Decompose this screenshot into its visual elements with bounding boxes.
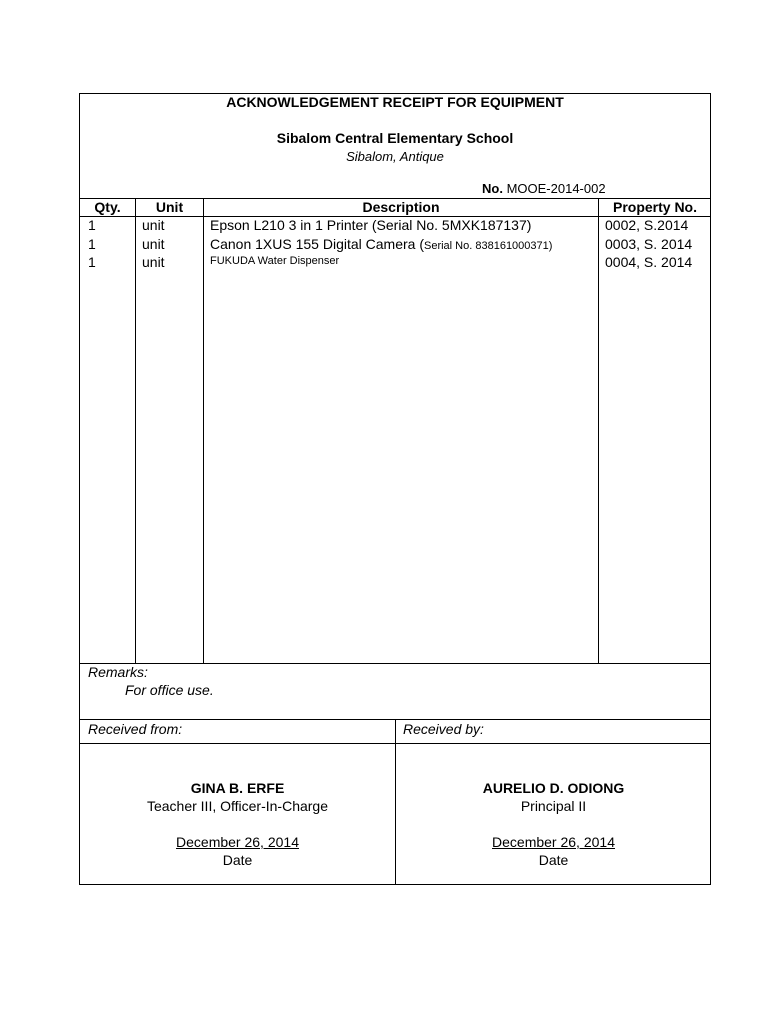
received-by-date-value: December 26, 2014: [492, 834, 615, 850]
received-from-name: GINA B. ERFE: [190, 780, 285, 796]
row-3-description: FUKUDA Water Dispenser: [210, 255, 340, 267]
received-by-position: Principal II: [520, 798, 587, 814]
school-location: Sibalom, Antique: [346, 149, 444, 164]
receipt-form: [79, 93, 711, 885]
form-title: ACKNOWLEDGEMENT RECEIPT FOR EQUIPMENT: [226, 94, 564, 110]
received-from-date-label: Date: [222, 852, 253, 868]
row-2-qty: 1: [88, 236, 96, 252]
row-3-property-no: 0004, S. 2014: [605, 254, 693, 270]
row-2-property-no: 0003, S. 2014: [605, 236, 693, 252]
col-divider-unit: [203, 198, 204, 663]
row-1-qty: 1: [88, 217, 96, 233]
col-header-property-no: Property No.: [612, 199, 697, 215]
remarks-text: For office use.: [125, 682, 214, 698]
row-1-unit: unit: [142, 217, 165, 233]
school-name: Sibalom Central Elementary School: [276, 130, 514, 146]
row-2-description-serial: Serial No. 838161000371): [424, 240, 553, 252]
row-3-qty: 1: [88, 254, 96, 270]
received-by-date: [396, 834, 711, 850]
received-from-label: Received from:: [88, 721, 183, 737]
receipt-number-label: No.: [482, 181, 503, 196]
col-header-unit: Unit: [155, 199, 184, 215]
received-from-position: Teacher III, Officer-In-Charge: [146, 798, 329, 814]
row-2-unit: unit: [142, 236, 165, 252]
received-by-label: Received by:: [403, 721, 484, 737]
row-3-unit: unit: [142, 254, 165, 270]
remarks-label: Remarks:: [88, 664, 148, 680]
row-2-description-main: Canon 1XUS 155 Digital Camera (: [210, 236, 424, 252]
received-by-name: AURELIO D. ODIONG: [482, 780, 625, 796]
col-header-qty: Qty.: [94, 199, 121, 215]
col-divider-desc: [598, 198, 599, 663]
col-header-description: Description: [362, 199, 440, 215]
receipt-number-value: MOOE-2014-002: [506, 181, 606, 196]
row-2-description: [210, 236, 552, 254]
row-1-description: Epson L210 3 in 1 Printer (Serial No. 5MXK187137): [210, 217, 532, 233]
col-divider-qty: [135, 198, 136, 663]
row-1-property-no: 0002, S.2014: [605, 217, 689, 233]
receipt-number: [482, 181, 606, 196]
received-by-date-label: Date: [538, 852, 569, 868]
received-from-date: [80, 834, 395, 850]
remarks-top-rule: [80, 663, 710, 664]
received-from-date-value: December 26, 2014: [176, 834, 299, 850]
